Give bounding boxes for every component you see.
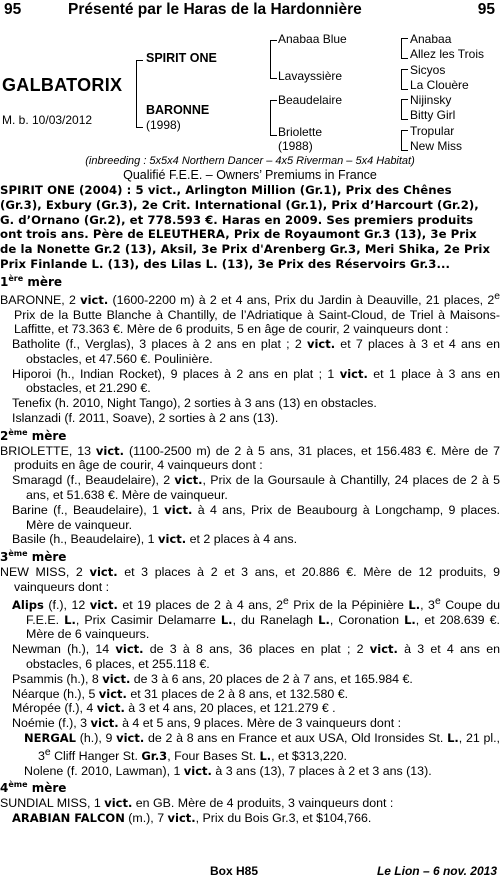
produce-entry: ARABIAN FALCON (m.), 7 vict., Prix du Bois Gr.3, et $104,766. [12,811,372,826]
pedigree-ggd3: Bitty Girl [410,108,456,122]
pedigree-bracket-dam [270,100,277,136]
footer-box: Box H85 [210,864,259,878]
sire-description [0,183,500,272]
pedigree-bracket-sire [270,40,277,79]
pedigree-dam-year: (1998) [146,118,181,132]
produce-entry: Batholite (f., Verglas), 3 places à 2 ans en plat ; 2 vict. et 7 places à 3 et 4 ans en obstacles, et 47.560 €. Poulinière. [12,337,500,366]
sire-line: G. d’Ornano (Gr.2), et 778.593 €. Haras en 2009. Ses premiers produits [0,212,474,227]
sire-line: ont trois ans. Père de ELEUTHERA, Prix de Royaumont Gr.3 (13), 3e Prix [0,227,477,242]
pedigree-gd2-year: (1988) [278,139,313,153]
pedigree-gd1: Lavayssière [278,69,343,83]
pedigree-ggs2: Sicyos [410,63,446,77]
fourth-dam-heading: 4ème mère [0,780,67,796]
third-dam-entry: NEW MISS, 2 vict. et 3 places à 2 et 3 ans, et 20.886 €. Mère de 12 produits, 9 vainqueurs dont : [0,565,500,594]
produce-entry: Tenefix (h. 2010, Night Tango), 2 sorties à 3 ans (13) en obstacles. [12,396,377,411]
produce-entry: Méropée (f.), 4 vict. à 3 et 4 ans, 20 places, et 121.279 € . [12,701,336,716]
produce-entry: Psammis (h.), 8 vict. de 3 à 6 ans, 20 places de 2 à 7 ans, et 165.984 €. [12,671,413,686]
pedigree-sire: SPIRIT ONE [146,51,217,65]
produce-entry: Hiporoi (h., Indian Rocket), 9 places à 2 ans en plat ; 1 vict. et 1 place à 3 ans en obstacles, et 21.290 €. [12,366,500,396]
pedigree-ggd1: Allez les Trois [410,47,485,61]
footer-source: Le Lion – 6 nov. 2013 [376,864,497,878]
page-number-right: 95 [477,1,495,18]
produce-entry: Newman (h.), 14 vict. de 3 à 8 ans, 36 places en plat ; 2 vict. à 3 et 4 ans en obstacles, 6 places, et 255.118 €. [12,642,500,671]
pedigree-bracket-ggs2 [401,69,408,90]
pedigree-bracket-ggs4 [401,130,408,151]
second-dam-entry: BRIOLETTE, 13 vict. (1100-2500 m) de 2 à 5 ans, 31 places, et 156.483 €. Mère de 7 produits en âge de courir, 4 vainqueurs dont : [0,443,500,473]
first-dam-heading: 1ère mère [0,273,63,289]
pedigree-ggs1: Anabaa [410,32,452,46]
produce-entry: Noémie (f.), 3 vict. à 4 et 5 ans, 9 places. Mère de 3 vainqueurs dont : [12,716,402,731]
produce-entry: Nolene (f. 2010, Lawman), 1 vict. à 3 ans (13), 7 places à 2 et 3 ans (13). [24,763,432,778]
produce-entry: Smaragd (f., Beaudelaire), 2 vict., Prix de la Goursaule à Chantilly, 24 places de 2 à 5 ans, et 51.638 €. Mère de vainqueur. [12,473,500,503]
produce-entry: Islanzadi (f. 2011, Soave), 2 sorties à 2 ans (13). [12,411,279,426]
produce-entry: NERGAL (h.), 9 vict. de 2 à 8 ans en France et aux USA, Old Ironsides St. L., 21 pl., 3e Cliff Hanger St. Gr.3, Four Bases St. L., et $313,220. [24,730,500,763]
page-number-left: 95 [4,1,22,18]
pedigree-dam: BARONNE [146,103,210,117]
pedigree-ggs3: Nijinsky [410,93,452,107]
pedigree-bracket-gen1 [136,60,143,128]
qualification-note: Qualifié F.E.E. – Owners’ Premiums in France [123,168,377,182]
pedigree-ggd4: New Miss [410,139,463,153]
horse-name: GALBATORIX [2,75,123,95]
catalogue-body [0,183,500,826]
third-dam-heading: 3ème mère [0,549,67,565]
pedigree-bracket-ggs3 [401,99,408,120]
pedigree-gs2: Beaudelaire [278,93,343,107]
inbreeding-note: (inbreeding : 5x5x4 Northern Dancer – 4x5 Riverman – 5x4 Habitat) [85,155,415,167]
produce-entry: Basile (h., Beaudelaire), 1 vict. et 2 places à 4 ans. [12,532,298,547]
pedigree-ggs4: Tropular [410,124,455,138]
pedigree-bracket-ggs1 [401,38,408,59]
sire-line: SPIRIT ONE (2004) : 5 vict., Arlington Million (Gr.1), Prix des Chênes [0,183,452,197]
fourth-dam-entry: SUNDIAL MISS, 1 vict. en GB. Mère de 4 produits, 3 vainqueurs dont : [0,796,394,811]
pedigree-ggd2: La Clouère [410,78,469,92]
sire-line: Prix Finlande L. (13), des Lilas L. (13), 3e Prix des Réservoirs Gr.3... [0,256,450,271]
first-dam-entry: BARONNE, 2 vict. (1600-2200 m) à 2 et 4 ans, Prix du Jardin à Deauville, 21 places, 2e Prix de la Butte Blanche à Chantilly, de l’Adriatique à Saint-Cloud, de Triel à Maisons-Laffitte, et 73.363 €. Mère de 6 produits, 5 en âge de courir, 2 vainqueurs dont : [0,290,500,337]
pedigree-gs1: Anabaa Blue [278,32,347,46]
page-title: Présenté par le Haras de la Hardonnière [68,1,362,18]
horse-details: M. b. 10/03/2012 [2,113,93,127]
produce-entry: Néarque (h.), 5 vict. et 31 places de 2 à 8 ans, et 132.580 €. [12,686,349,701]
produce-entry: Alips (f.), 12 vict. et 19 places de 2 à 4 ans, 2e Prix de la Pépinière L., 3e Coupe du F.E.E. L., Prix Casimir Delamarre L., du Ranelagh L., Coronation L., et 208.639 €. Mère de 6 vainqueurs. [12,595,500,642]
sire-line: (Gr.3), Exbury (Gr.3), 2e Crit. International (Gr.1), Prix d’Harcourt (Gr.2), [0,197,479,212]
second-dam-heading: 2ème mère [0,427,67,443]
pedigree-gd2: Briolette [278,125,323,139]
produce-entry: Barine (f., Beaudelaire), 1 vict. à 4 ans, Prix de Beaubourg à Longchamp, 9 places. Mère de vainqueur. [12,502,500,532]
sire-line: de la Nonette Gr.2 (13), Aksil, 3e Prix d'Arenberg Gr.3, Meri Shika, 2e Prix [0,242,491,257]
